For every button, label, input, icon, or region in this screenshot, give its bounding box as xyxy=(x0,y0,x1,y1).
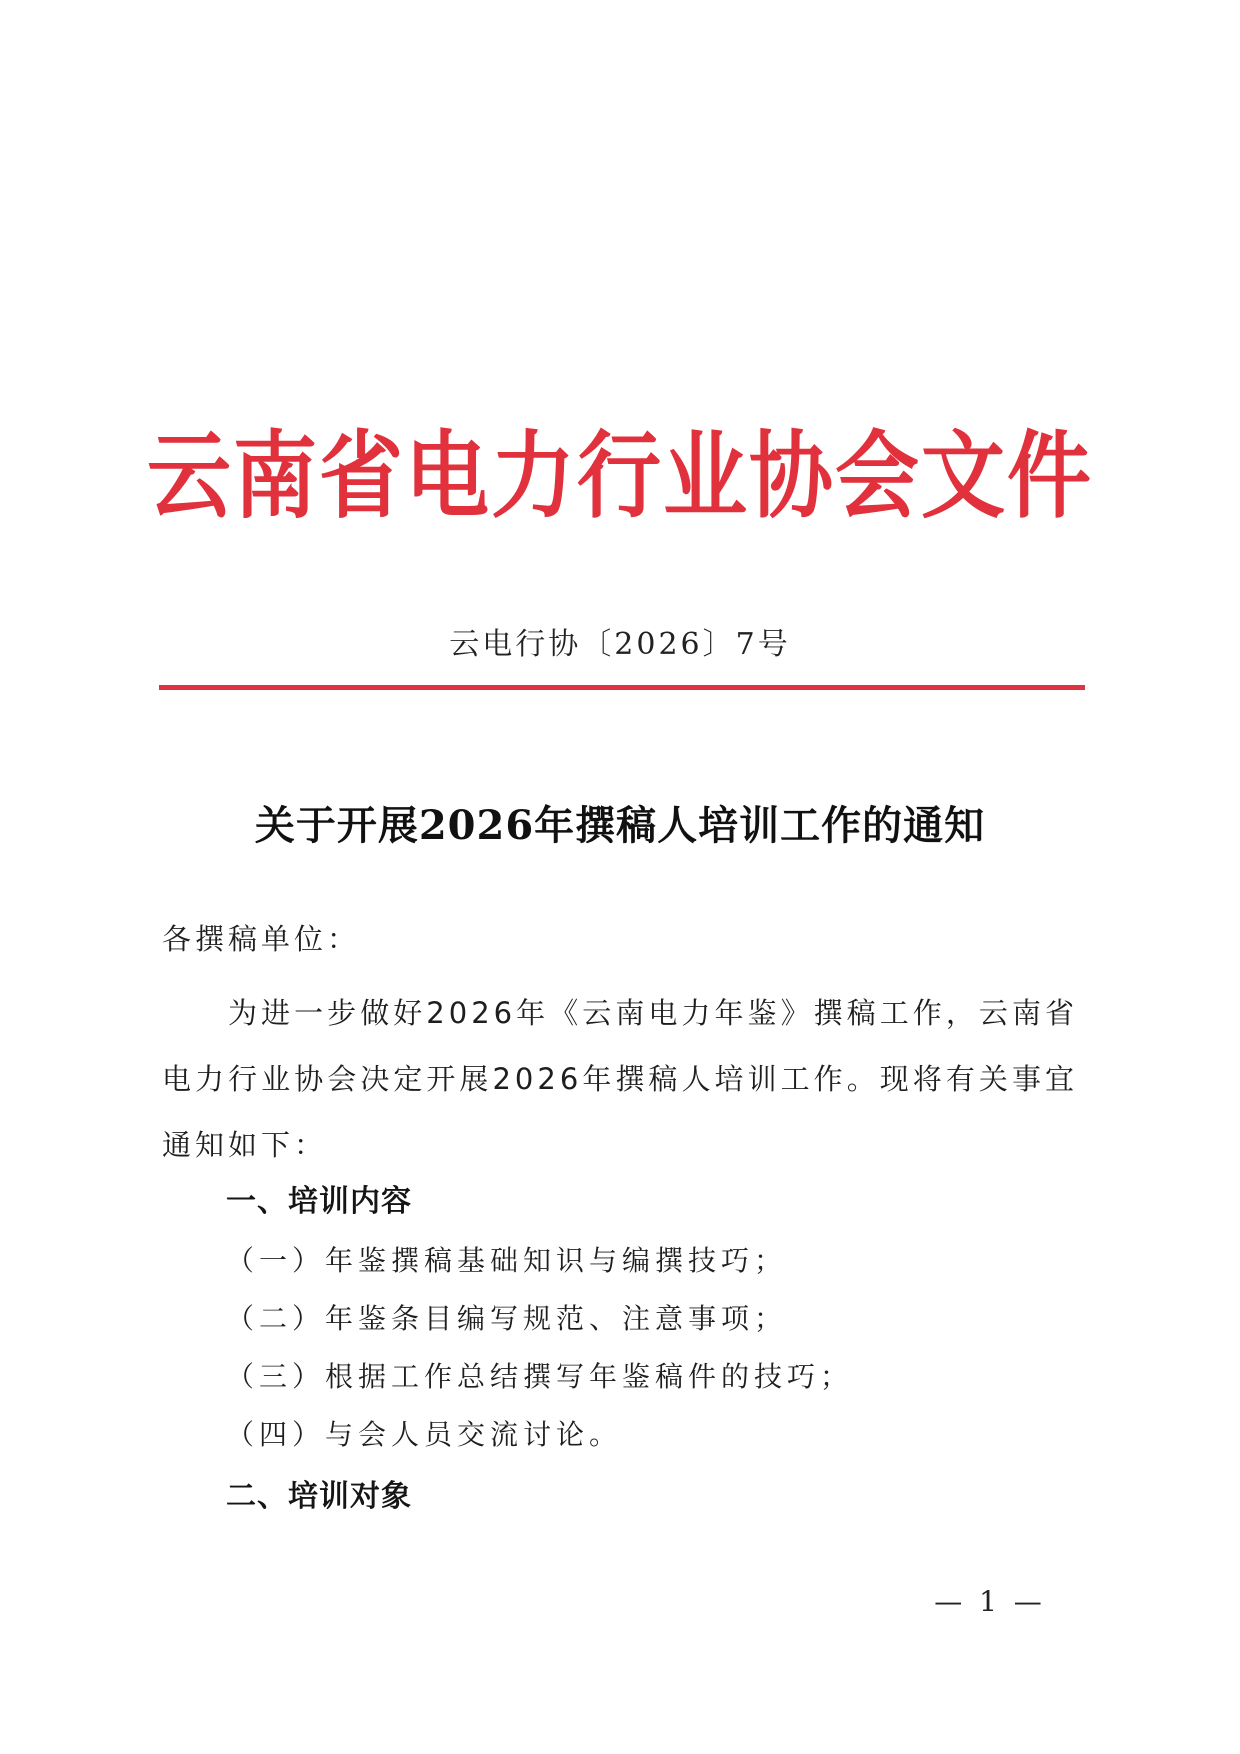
list-item: （一）年鉴撰稿基础知识与编撰技巧； xyxy=(226,1244,788,1277)
section-heading-training-target: 二、培训对象 xyxy=(226,1479,412,1514)
list-item: （四）与会人员交流讨论。 xyxy=(226,1418,623,1451)
masthead-title: 云南省电力行业协会文件 xyxy=(146,420,1093,531)
red-divider-line xyxy=(159,685,1085,690)
document-number: 云电行协〔2026〕7号 xyxy=(449,627,791,662)
section-heading-training-content: 一、培训内容 xyxy=(226,1184,412,1219)
page-number: — 1 — xyxy=(934,1585,1046,1618)
training-content-list xyxy=(226,1232,1086,1464)
list-item: （二）年鉴条目编写规范、注意事项； xyxy=(226,1302,788,1335)
list-item: （三）根据工作总结撰写年鉴稿件的技巧； xyxy=(226,1360,854,1393)
salutation: 各撰稿单位： xyxy=(162,922,361,956)
intro-paragraph: 为进一步做好2026年《云南电力年鉴》撰稿工作，云南省电力行业协会决定开展2026年撰稿人培训工作。现将有关事宜通知如下： xyxy=(162,996,1078,1162)
notice-title: 关于开展2026年撰稿人培训工作的通知 xyxy=(254,802,986,849)
